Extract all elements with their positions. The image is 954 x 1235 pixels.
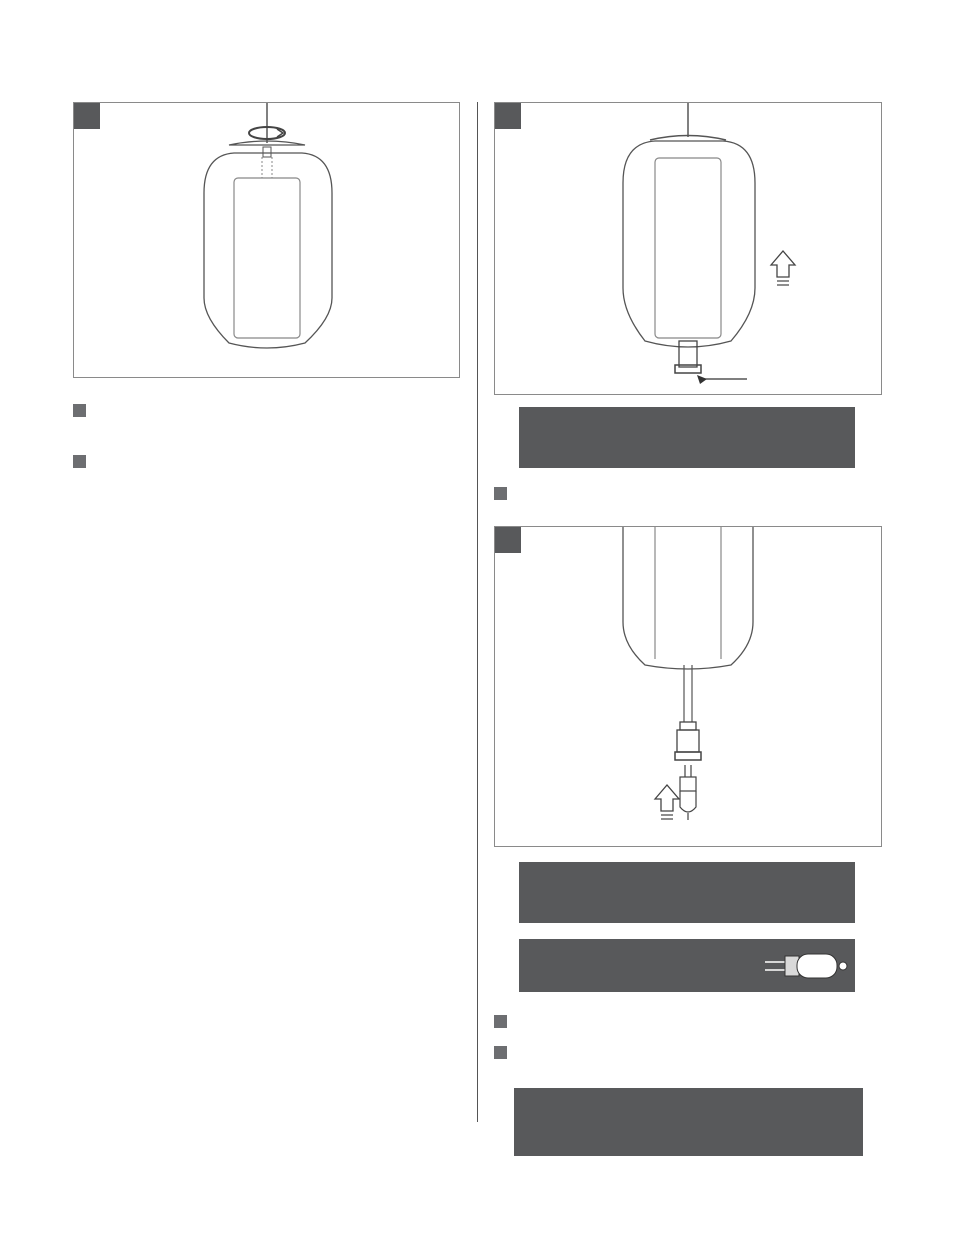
step-3-panel [494,526,882,847]
column-divider [477,102,478,1122]
bullet-5 [494,1046,507,1059]
bullet-2 [73,455,86,468]
pendant-lamp-diagram-2 [495,103,883,396]
note-box-3 [519,939,855,992]
bullet-4 [494,1015,507,1028]
g4-bulb-icon [759,946,849,986]
pendant-lamp-diagram-3 [495,527,883,848]
up-arrow-icon [771,251,795,277]
note-box-2 [519,862,855,923]
note-box-1 [519,407,855,468]
pointer-arrow-icon [697,375,707,384]
step-2-panel [494,102,882,395]
note-box-4 [514,1088,863,1156]
up-arrow-icon-2 [655,785,679,811]
bullet-3 [494,487,507,500]
bullet-1 [73,404,86,417]
pendant-lamp-diagram-1 [74,103,461,379]
step-1-panel [73,102,460,378]
